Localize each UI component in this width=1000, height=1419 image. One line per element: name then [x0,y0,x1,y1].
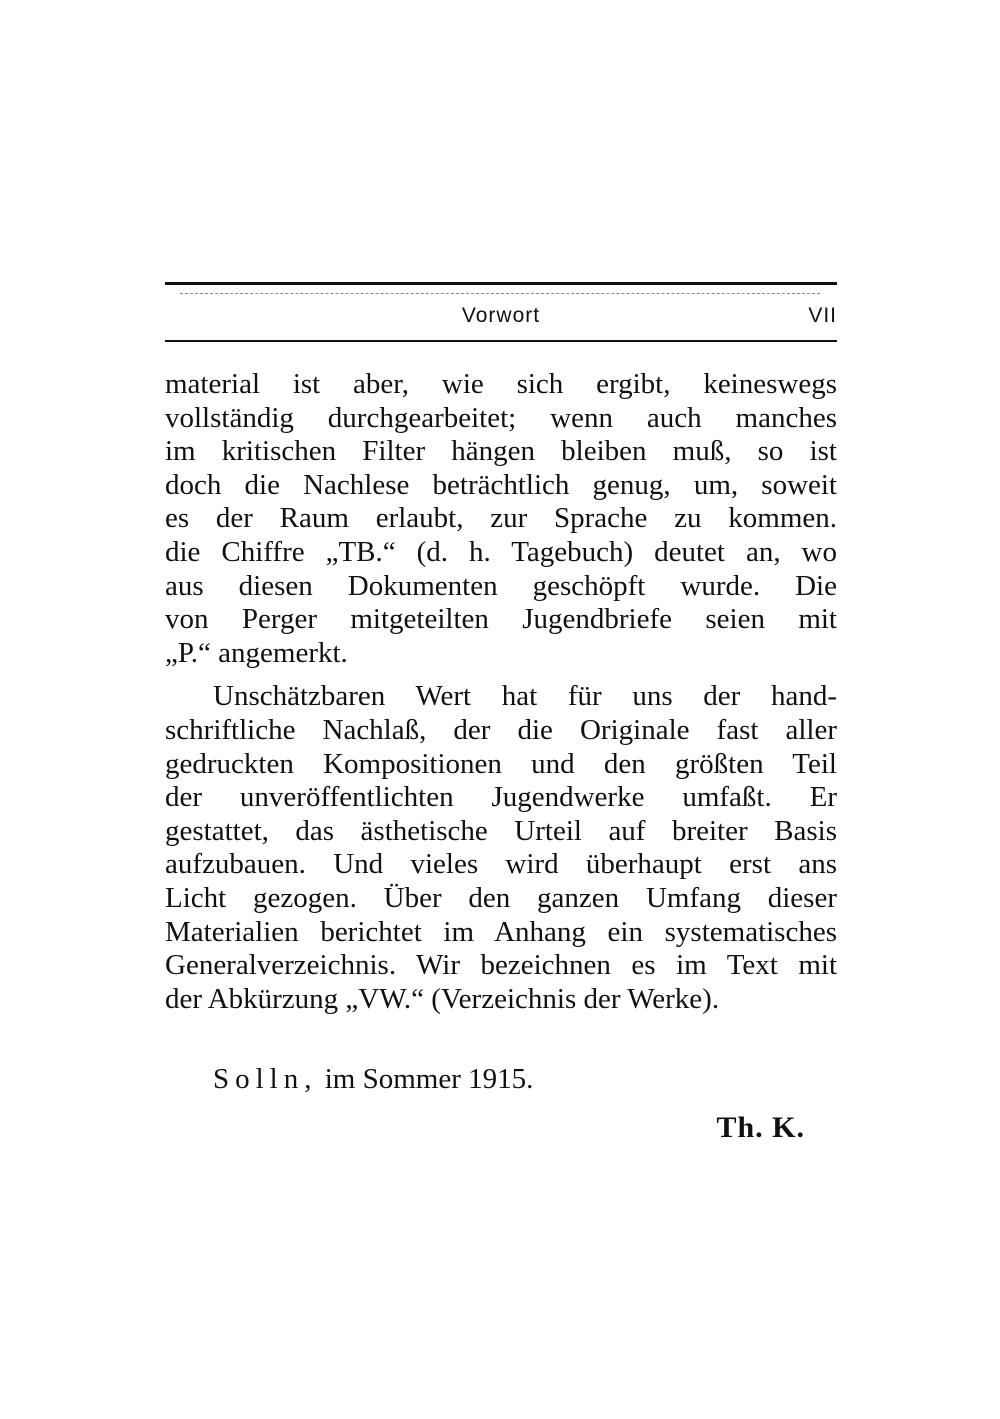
text-line: aus diesen Dokumenten geschöpft wurde. Die [165,569,837,602]
body-text [165,368,837,1016]
text-line: Unschätzbaren Wert hat für uns der hand- [213,680,837,713]
text-line: von Perger mitgeteilten Jugendbriefe seien mit [165,603,837,636]
text-line: der Abkürzung „VW.“ (Verzeichnis der Werke). [165,982,720,1015]
text-line: gestattet, das ästhetische Urteil auf breiter Basis [165,814,837,847]
text-line: vollständig durchgearbeitet; wenn auch manches [165,401,837,434]
text-line: doch die Nachlese beträchtlich genug, um, soweit [165,468,837,501]
paragraph-1 [165,368,837,670]
running-head [165,300,837,334]
text-line: Licht gezogen. Über den ganzen Umfang dieser [165,881,837,914]
text-line: schriftliche Nachlaß, der die Originale fast aller [165,713,837,746]
text-line: der unveröffentlichten Jugendwerke umfaßt. Er [165,781,837,814]
text-line: gedruckten Kompositionen und den größten Teil [165,747,837,780]
paragraph-gap [165,670,837,680]
text-line: im kritischen Filter hängen bleiben muß, so ist [165,435,837,468]
header-rule-bottom [165,340,837,342]
place-name: Solln, [213,1063,318,1095]
text-line: aufzubauen. Und vieles wird überhaupt erst ans [165,848,837,881]
date-text: im Sommer 1915. [317,1063,534,1095]
text-line: material ist aber, wie sich ergibt, keineswegs [165,368,837,400]
place-date-line [213,1062,533,1096]
text-line: „P.“ angemerkt. [165,636,348,669]
page-number: VII [808,304,837,327]
text-line: Materialien berichtet im Anhang ein systematisches [165,915,837,948]
paragraph-2 [165,680,837,1016]
running-title: Vorwort [461,304,541,327]
author-signature: Th. K. [716,1111,805,1144]
header-rule-top [165,282,837,285]
text-line: es der Raum erlaubt, zur Sprache zu kommen. [165,502,837,535]
text-line: die Chiffre „TB.“ (d. h. Tagebuch) deutet an, wo [165,535,837,568]
header-rule-thin [180,293,820,294]
text-line: Generalverzeichnis. Wir bezeichnen es im Text mit [165,949,837,982]
